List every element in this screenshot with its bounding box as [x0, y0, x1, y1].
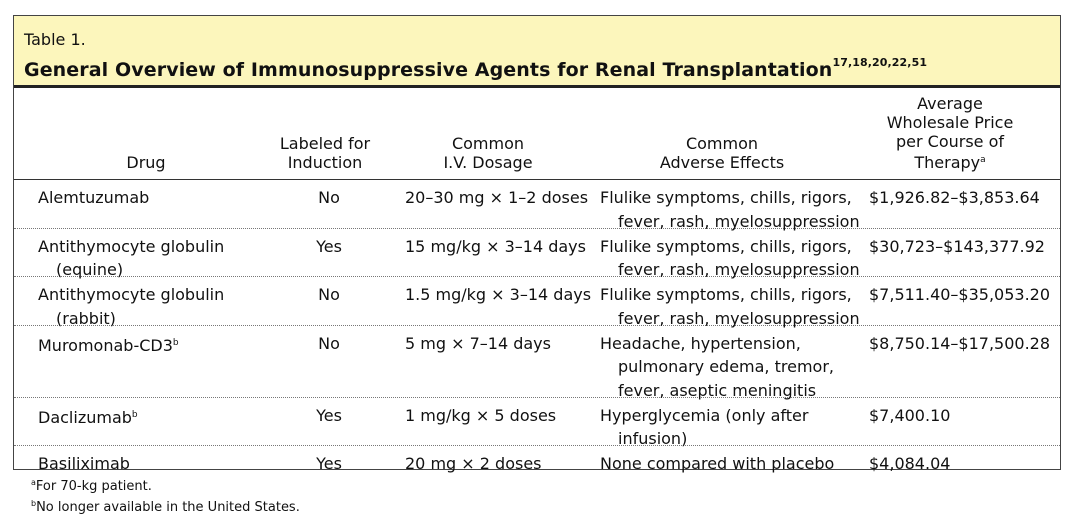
cell-induction: No: [318, 333, 340, 353]
cell-drug: Antithymocyte globulin (equine): [38, 236, 225, 279]
table-body: [14, 88, 1060, 473]
cell-induction: Yes: [316, 405, 342, 425]
cell-adverse-effects: Hyperglycemia (only after infusion): [600, 405, 809, 448]
cell-induction: No: [318, 188, 340, 207]
cell-adverse-effects: Flulike symptoms, chills, rigors, fever, rash, myelosuppression: [600, 236, 860, 279]
table-title-refs: 17,18,20,22,51: [832, 56, 928, 69]
cell-drug: Basiliximab: [38, 454, 130, 473]
header-adverse: Common Adverse Effects: [659, 134, 785, 172]
table-label: Table 1.: [24, 30, 86, 49]
cell-dosage: 1 mg/kg × 5 doses: [405, 405, 557, 425]
cell-dosage: 15 mg/kg × 3–14 days: [405, 236, 586, 256]
table: [13, 15, 1061, 473]
header-dosage: Common I.V. Dosage: [443, 134, 533, 172]
table-caption: [14, 16, 1060, 88]
cell-adverse-effects: Flulike symptoms, chills, rigors, fever, rash, myelosuppression: [600, 285, 860, 328]
table-row: [14, 180, 1060, 229]
cell-drug: Daclizumab$^b$: [38, 407, 138, 427]
header-price: Average Wholesale Price per Course of Therapy$^a$: [886, 94, 1014, 172]
table-row: [14, 326, 1060, 398]
footnote: $^b$No longer available in the United States.: [31, 499, 300, 515]
cell-dosage: 20–30 mg × 1–2 doses: [405, 188, 589, 207]
cell-price: $1,926.82–$3,853.64: [869, 188, 1040, 207]
cell-price: $4,084.04: [869, 454, 951, 473]
cell-drug: Antithymocyte globulin (rabbit): [38, 285, 225, 328]
table-row: [14, 446, 1060, 473]
cell-dosage: 5 mg × 7–14 days: [405, 333, 551, 353]
table-row: [14, 277, 1060, 326]
cell-induction: Yes: [316, 236, 342, 256]
footnotes: [31, 474, 300, 516]
cell-adverse-effects: Flulike symptoms, chills, rigors, fever, rash, myelosuppression: [600, 188, 860, 231]
header-drug: Drug: [126, 153, 166, 172]
cell-price: $7,511.40–$35,053.20: [869, 285, 1051, 304]
cell-adverse-effects: None compared with placebo: [600, 454, 835, 473]
table-header-row: [14, 88, 1060, 180]
table-title: [24, 50, 1060, 83]
table-row: [14, 229, 1060, 278]
cell-drug: Muromonab-CD3$^b$: [38, 335, 179, 355]
cell-induction: Yes: [316, 454, 342, 473]
cell-dosage: 1.5 mg/kg × 3–14 days: [405, 285, 592, 304]
footnote: $^a$For 70-kg patient.: [31, 478, 152, 494]
table-row: [14, 398, 1060, 447]
cell-price: $7,400.10: [869, 405, 951, 425]
table-rows: [14, 180, 1060, 473]
cell-adverse-effects: Headache, hypertension, pulmonary edema, tremor, fever, aseptic meningitis: [600, 333, 834, 400]
cell-dosage: 20 mg × 2 doses: [405, 454, 542, 473]
cell-drug: Alemtuzumab: [38, 188, 150, 207]
header-induction: Labeled for Induction: [279, 134, 371, 172]
cell-price: $8,750.14–$17,500.28: [869, 333, 1051, 353]
table-title-text: General Overview of Immunosuppressive Agents for Renal Transplantation: [24, 59, 833, 81]
cell-price: $30,723–$143,377.92: [869, 236, 1045, 256]
cell-induction: No: [318, 285, 340, 304]
